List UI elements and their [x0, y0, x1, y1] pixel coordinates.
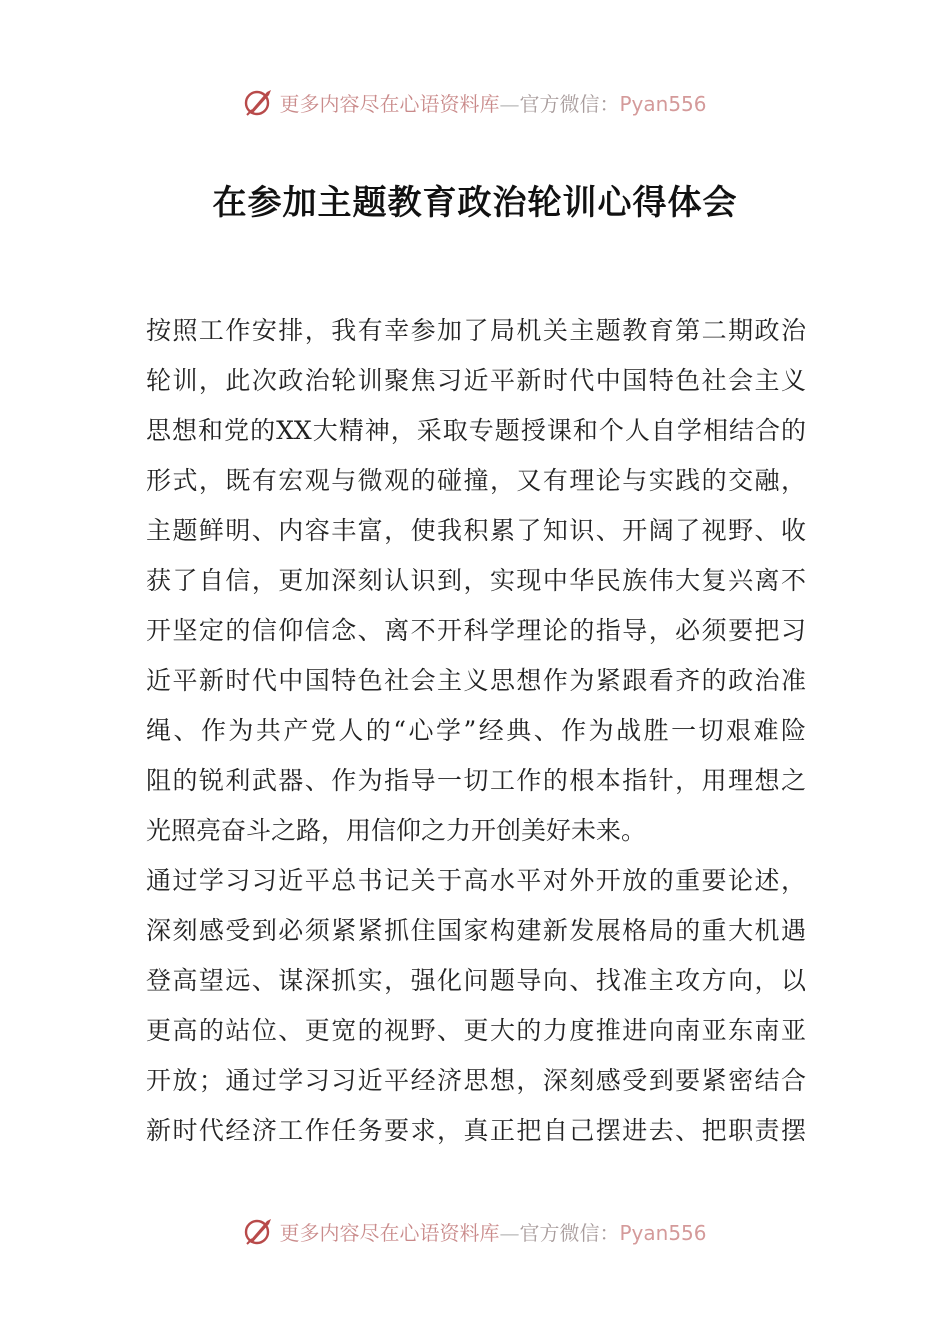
footer-watermark — [0, 1211, 950, 1251]
text-line: 深刻感受到必须紧紧抓住国家构建新发展格局的重大机遇 — [146, 916, 806, 945]
watermark-wechat-label: 官方微信： — [519, 1220, 620, 1245]
watermark-separator: — — [499, 91, 520, 116]
text-line: 新时代经济工作任务要求，真正把自己摆进去、把职责摆 — [146, 1116, 806, 1145]
text-line: 近平新时代中国特色社会主义思想作为紧跟看齐的政治准 — [146, 666, 806, 695]
paragraph-2 — [146, 856, 806, 1156]
text-line: 形式，既有宏观与微观的碰撞，又有理论与实践的交融， — [146, 466, 806, 495]
text-line: 光照亮奋斗之路，用信仰之力开创美好未来。 — [146, 816, 647, 845]
quill-pen-logo-icon — [243, 1215, 275, 1247]
text-line: 通过学习习近平总书记关于高水平对外开放的重要论述， — [146, 866, 806, 895]
text-line: 开坚定的信仰信念、离不开科学理论的指导，必须要把习 — [146, 616, 806, 645]
watermark-separator: — — [499, 1220, 520, 1245]
header-watermark — [0, 82, 950, 122]
text-line: 阻的锐利武器、作为指导一切工作的根本指针，用理想之 — [146, 766, 806, 795]
watermark-wechat-label: 官方微信： — [519, 91, 620, 116]
text-line: 绳、作为共产党人的“心学”经典、作为战胜一切艰难险 — [146, 716, 806, 745]
watermark-wechat-id: Pyan556 — [619, 1220, 707, 1245]
paragraph-1 — [146, 306, 806, 856]
text-line: 更高的站位、更宽的视野、更大的力度推进向南亚东南亚 — [146, 1016, 806, 1045]
quill-pen-logo-icon — [243, 86, 275, 118]
text-line: 思想和党的XX大精神，采取专题授课和个人自学相结合的 — [146, 416, 806, 445]
watermark-wechat-id: Pyan556 — [619, 91, 707, 116]
text-line: 主题鲜明、内容丰富，使我积累了知识、开阔了视野、收 — [146, 516, 806, 545]
text-line: 登高望远、谋深抓实，强化问题导向、找准主攻方向，以 — [146, 966, 806, 995]
document-title: 在参加主题教育政治轮训心得体会 — [212, 183, 738, 223]
document-body — [146, 306, 806, 1156]
text-line: 开放；通过学习习近平经济思想，深刻感受到要紧密结合 — [146, 1066, 806, 1095]
text-line: 获了自信，更加深刻认识到，实现中华民族伟大复兴离不 — [146, 566, 806, 595]
text-line: 按照工作安排，我有幸参加了局机关主题教育第二期政治 — [146, 316, 806, 345]
text-line: 轮训，此次政治轮训聚焦习近平新时代中国特色社会主义 — [146, 366, 806, 395]
watermark-site: 更多内容尽在心语资料库 — [279, 1220, 500, 1245]
watermark-site: 更多内容尽在心语资料库 — [279, 91, 500, 116]
